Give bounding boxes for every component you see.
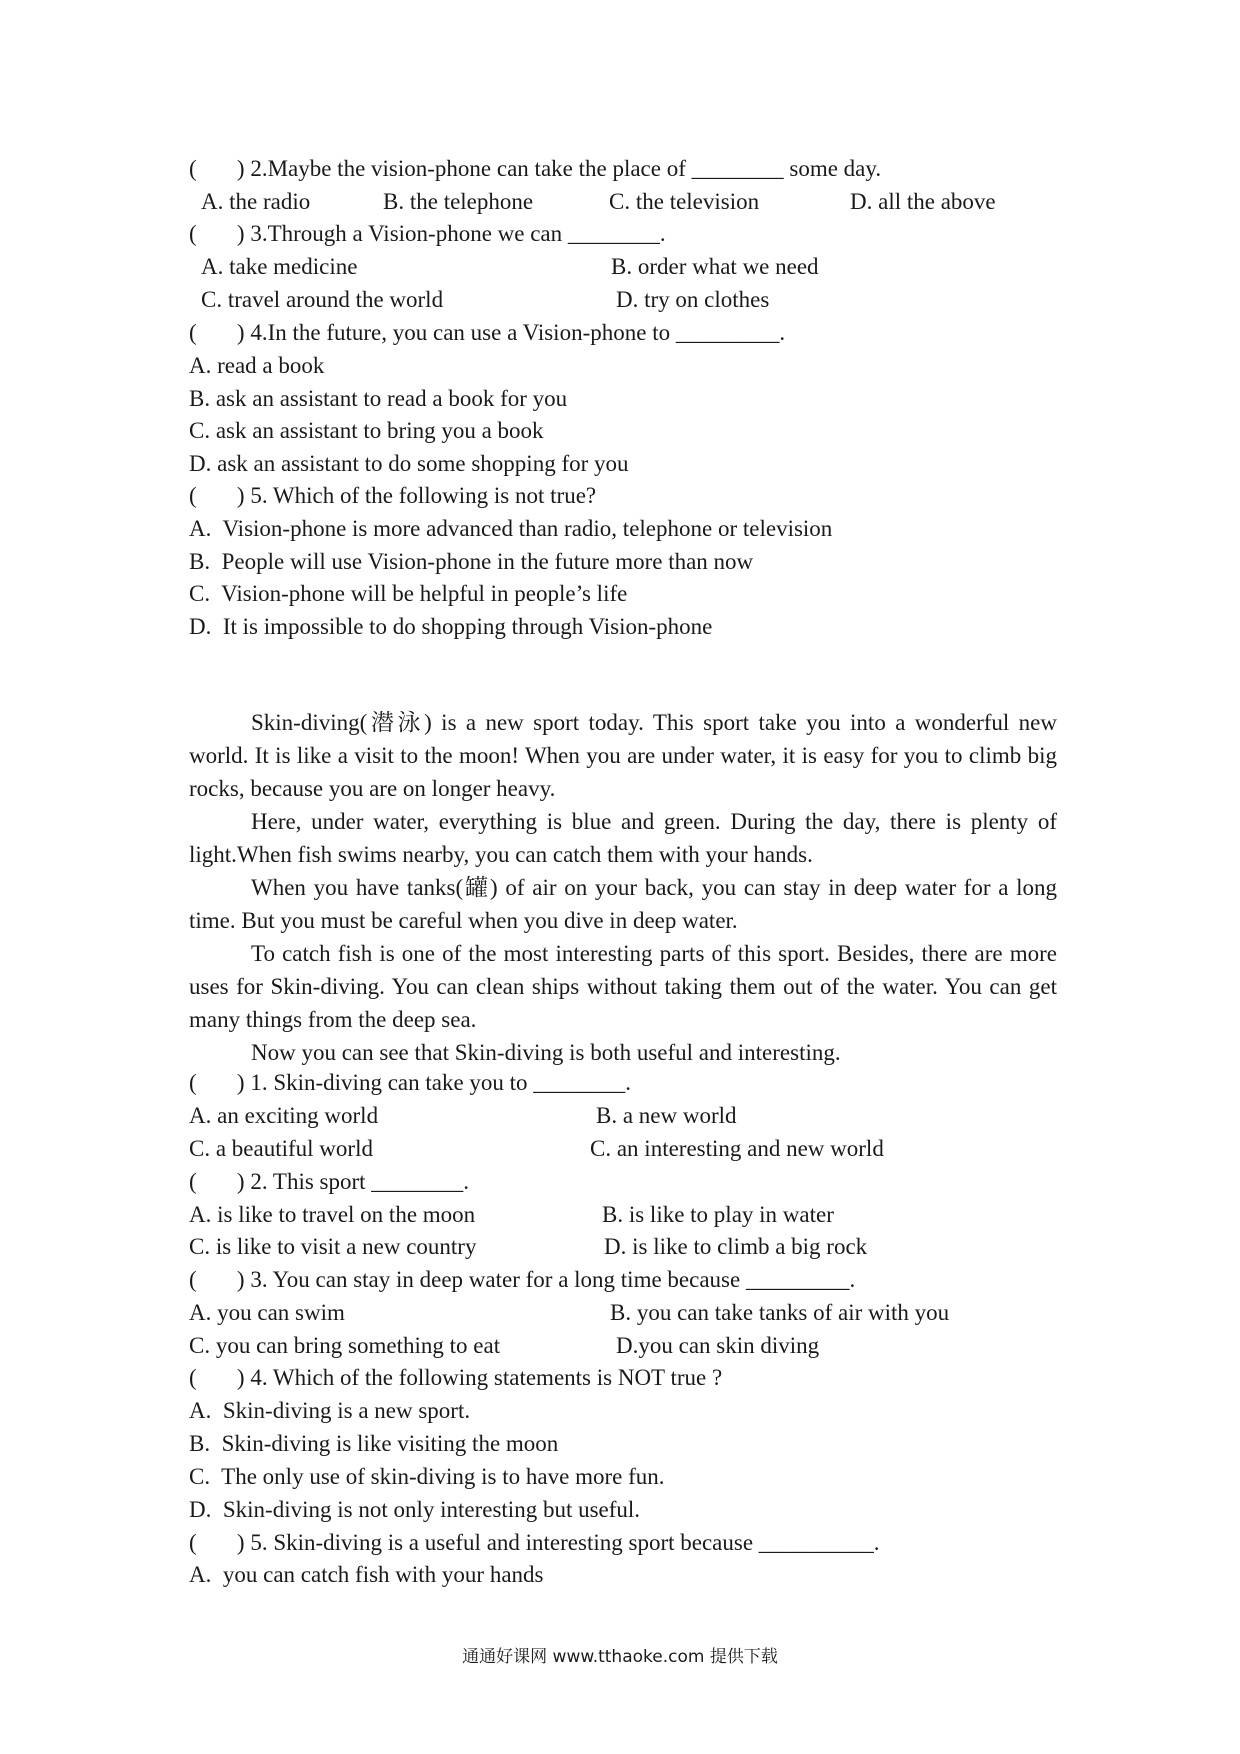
- option-c: C. is like to visit a new country: [189, 1234, 477, 1259]
- passage-paragraph: Skin-diving(潜泳) is a new sport today. This sport take you into a wonderful new world. It is like a visit to the moon! When you are under water, it is easy for you to climb big rocks, because you are on longer heavy.: [189, 710, 1057, 801]
- option-b: B. the telephone: [383, 189, 534, 214]
- question-stem: ( ) 3.Through a Vision-phone we can ________.: [189, 221, 666, 246]
- passage-paragraph: To catch fish is one of the most interesting parts of this sport. Besides, there are more uses for Skin-diving. You can clean ships without taking them out of the water. You can get many things from the deep sea.: [189, 941, 1057, 1032]
- option-c: C. ask an assistant to bring you a book: [189, 418, 544, 443]
- option-a: A. Vision-phone is more advanced than radio, telephone or television: [189, 516, 833, 541]
- option-c: C. you can bring something to eat: [189, 1333, 501, 1358]
- option-d: D. all the above: [850, 189, 996, 214]
- question-stem: ( ) 3. You can stay in deep water for a long time because _________.: [189, 1267, 856, 1292]
- option-b: B. ask an assistant to read a book for you: [189, 386, 568, 411]
- option-c: C. The only use of skin-diving is to have more fun.: [189, 1464, 665, 1489]
- option-d: D. Skin-diving is not only interesting but useful.: [189, 1497, 641, 1522]
- option-d: D.you can skin diving: [616, 1333, 820, 1358]
- option-d: C. an interesting and new world: [590, 1136, 884, 1161]
- option-b: B. a new world: [596, 1103, 737, 1128]
- option-d: D. It is impossible to do shopping through Vision-phone: [189, 614, 713, 639]
- option-b: B. People will use Vision-phone in the future more than now: [189, 549, 754, 574]
- passage-paragraph: When you have tanks(罐) of air on your back, you can stay in deep water for a long time. But you must be careful when you dive in deep water.: [189, 875, 1057, 933]
- option-b: B. you can take tanks of air with you: [610, 1300, 950, 1325]
- reading-passage: [189, 706, 1057, 1069]
- option-a: A. you can swim: [189, 1300, 345, 1325]
- question-stem: ( ) 4.In the future, you can use a Vision-phone to _________.: [189, 320, 786, 345]
- option-b: B. is like to play in water: [602, 1202, 834, 1227]
- question-stem: ( ) 2.Maybe the vision-phone can take the place of ________ some day.: [189, 156, 882, 181]
- option-c: C. Vision-phone will be helpful in people’s life: [189, 581, 628, 606]
- question-stem: ( ) 5. Which of the following is not true?: [189, 483, 597, 508]
- option-d: D. ask an assistant to do some shopping for you: [189, 451, 629, 476]
- option-b: B. Skin-diving is like visiting the moon: [189, 1431, 559, 1456]
- option-a: A. an exciting world: [189, 1103, 379, 1128]
- passage-paragraph: Now you can see that Skin-diving is both useful and interesting.: [251, 1040, 841, 1065]
- option-a: A. take medicine: [201, 254, 358, 279]
- option-a: A. Skin-diving is a new sport.: [189, 1398, 471, 1423]
- question-stem: ( ) 1. Skin-diving can take you to ________.: [189, 1070, 632, 1095]
- option-a: A. read a book: [189, 353, 325, 378]
- option-c: C. the television: [609, 189, 760, 214]
- passage-paragraph: Here, under water, everything is blue and green. During the day, there is plenty of light.When fish swims nearby, you can catch them with your hands.: [189, 809, 1057, 867]
- question-stem: ( ) 5. Skin-diving is a useful and interesting sport because __________.: [189, 1530, 880, 1555]
- option-d: D. is like to climb a big rock: [604, 1234, 868, 1259]
- option-c: C. a beautiful world: [189, 1136, 373, 1161]
- option-a: A. the radio: [201, 189, 311, 214]
- page-footer: 通通好课网 www.tthaoke.com 提供下载: [462, 1647, 778, 1667]
- option-d: D. try on clothes: [616, 287, 770, 312]
- option-c: C. travel around the world: [201, 287, 444, 312]
- question-stem: ( ) 2. This sport ________.: [189, 1169, 470, 1194]
- question-stem: ( ) 4. Which of the following statements is NOT true ?: [189, 1365, 723, 1390]
- option-a: A. is like to travel on the moon: [189, 1202, 476, 1227]
- option-b: B. order what we need: [611, 254, 819, 279]
- option-a: A. you can catch fish with your hands: [189, 1562, 544, 1587]
